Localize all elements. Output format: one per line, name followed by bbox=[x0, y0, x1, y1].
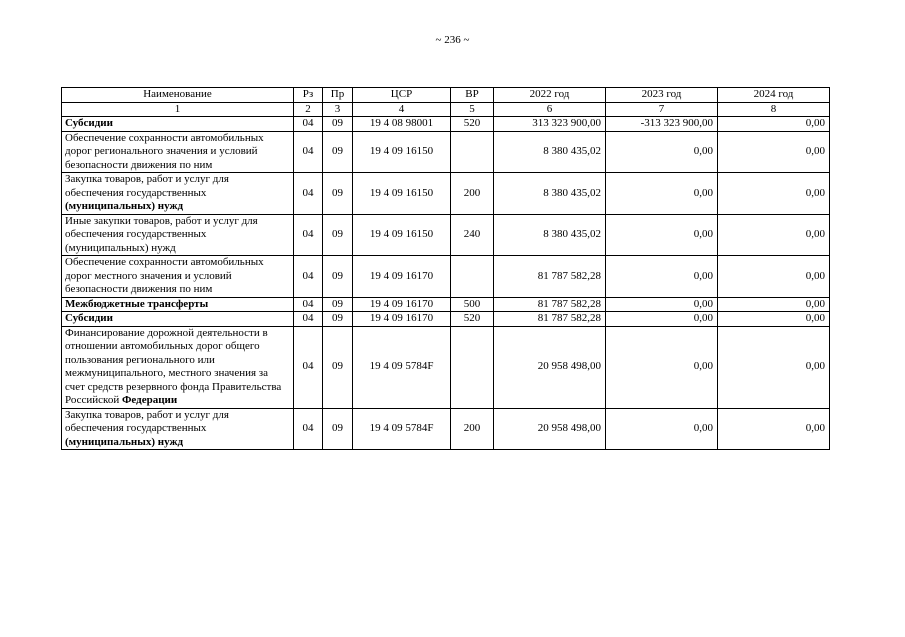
vr-cell: 520 bbox=[451, 312, 494, 327]
column-number: 5 bbox=[451, 102, 494, 117]
csr-cell: 19 4 09 16170 bbox=[353, 297, 451, 312]
header-cell: Пр bbox=[323, 88, 353, 103]
row-name-text: Закупка товаров, работ и услуг для обеспечения государственных bbox=[65, 173, 229, 199]
rz-cell: 04 bbox=[294, 326, 323, 408]
vr-cell bbox=[451, 256, 494, 298]
amount-2024: 0,00 bbox=[718, 326, 830, 408]
amount-2023: 0,00 bbox=[606, 173, 718, 215]
pr-cell: 09 bbox=[323, 256, 353, 298]
rz-cell: 04 bbox=[294, 173, 323, 215]
amount-2022: 8 380 435,02 bbox=[494, 173, 606, 215]
pr-cell: 09 bbox=[323, 214, 353, 256]
amount-2023: 0,00 bbox=[606, 408, 718, 450]
csr-cell: 19 4 09 5784F bbox=[353, 408, 451, 450]
amount-2022: 20 958 498,00 bbox=[494, 326, 606, 408]
column-number: 7 bbox=[606, 102, 718, 117]
vr-cell: 240 bbox=[451, 214, 494, 256]
column-number: 1 bbox=[62, 102, 294, 117]
header-cell: 2022 год bbox=[494, 88, 606, 103]
table-row bbox=[62, 408, 830, 450]
column-number: 4 bbox=[353, 102, 451, 117]
amount-2023: 0,00 bbox=[606, 326, 718, 408]
amount-2023: 0,00 bbox=[606, 256, 718, 298]
pr-cell: 09 bbox=[323, 408, 353, 450]
amount-2022: 8 380 435,02 bbox=[494, 214, 606, 256]
amount-2024: 0,00 bbox=[718, 173, 830, 215]
table-row bbox=[62, 214, 830, 256]
csr-cell: 19 4 09 16150 bbox=[353, 173, 451, 215]
header-row bbox=[62, 88, 830, 103]
amount-2022: 81 787 582,28 bbox=[494, 256, 606, 298]
csr-cell: 19 4 09 5784F bbox=[353, 326, 451, 408]
amount-2024: 0,00 bbox=[718, 117, 830, 132]
row-name bbox=[62, 326, 294, 408]
row-name: Обеспечение сохранности автомобильных дорог местного значения и условий безопасности движения по ним bbox=[62, 256, 294, 298]
row-name-text: Закупка товаров, работ и услуг для обеспечения государственных bbox=[65, 408, 229, 434]
amount-2024: 0,00 bbox=[718, 256, 830, 298]
row-name: Иные закупки товаров, работ и услуг для обеспечения государственных (муниципальных) нужд bbox=[62, 214, 294, 256]
table-row bbox=[62, 326, 830, 408]
csr-cell: 19 4 09 16170 bbox=[353, 312, 451, 327]
vr-cell: 200 bbox=[451, 173, 494, 215]
amount-2024: 0,00 bbox=[718, 214, 830, 256]
vr-cell bbox=[451, 326, 494, 408]
rz-cell: 04 bbox=[294, 297, 323, 312]
row-name: Обеспечение сохранности автомобильных дорог регионального значения и условий безопасности движения по ним bbox=[62, 131, 294, 173]
header-cell: Наименование bbox=[62, 88, 294, 103]
header-cell: ВР bbox=[451, 88, 494, 103]
csr-cell: 19 4 09 16150 bbox=[353, 131, 451, 173]
row-name-bold-text: Федерации bbox=[121, 394, 178, 406]
column-number: 6 bbox=[494, 102, 606, 117]
pr-cell: 09 bbox=[323, 312, 353, 327]
row-name bbox=[62, 408, 294, 450]
amount-2022: 20 958 498,00 bbox=[494, 408, 606, 450]
header-cell: Рз bbox=[294, 88, 323, 103]
amount-2024: 0,00 bbox=[718, 131, 830, 173]
pr-cell: 09 bbox=[323, 297, 353, 312]
vr-cell bbox=[451, 131, 494, 173]
amount-2022: 313 323 900,00 bbox=[494, 117, 606, 132]
row-name-text: Финансирование дорожной деятельности в отношении автомобильных дорог общего пользования регионального или межмуниципального, местного значения за счет средств резервного фонда Правительства Российской bbox=[65, 326, 282, 406]
rz-cell: 04 bbox=[294, 312, 323, 327]
amount-2022: 8 380 435,02 bbox=[494, 131, 606, 173]
amount-2022: 81 787 582,28 bbox=[494, 297, 606, 312]
csr-cell: 19 4 08 98001 bbox=[353, 117, 451, 132]
pr-cell: 09 bbox=[323, 326, 353, 408]
rz-cell: 04 bbox=[294, 408, 323, 450]
csr-cell: 19 4 09 16170 bbox=[353, 256, 451, 298]
rz-cell: 04 bbox=[294, 214, 323, 256]
row-name: Субсидии bbox=[62, 117, 294, 132]
column-number: 8 bbox=[718, 102, 830, 117]
column-number: 3 bbox=[323, 102, 353, 117]
row-name: Субсидии bbox=[62, 312, 294, 327]
pr-cell: 09 bbox=[323, 173, 353, 215]
pr-cell: 09 bbox=[323, 131, 353, 173]
vr-cell: 500 bbox=[451, 297, 494, 312]
header-cell: 2023 год bbox=[606, 88, 718, 103]
amount-2023: 0,00 bbox=[606, 312, 718, 327]
csr-cell: 19 4 09 16150 bbox=[353, 214, 451, 256]
amount-2024: 0,00 bbox=[718, 297, 830, 312]
row-name bbox=[62, 173, 294, 215]
amount-2023: -313 323 900,00 bbox=[606, 117, 718, 132]
table-row bbox=[62, 117, 830, 132]
rz-cell: 04 bbox=[294, 256, 323, 298]
column-number: 2 bbox=[294, 102, 323, 117]
table-row bbox=[62, 312, 830, 327]
column-number-row bbox=[62, 102, 830, 117]
table-row bbox=[62, 131, 830, 173]
header-cell: 2024 год bbox=[718, 88, 830, 103]
rz-cell: 04 bbox=[294, 131, 323, 173]
row-name: Межбюджетные трансферты bbox=[62, 297, 294, 312]
row-name-bold-text: (муниципальных) нужд bbox=[65, 200, 184, 212]
table-row bbox=[62, 297, 830, 312]
vr-cell: 200 bbox=[451, 408, 494, 450]
pr-cell: 09 bbox=[323, 117, 353, 132]
amount-2023: 0,00 bbox=[606, 131, 718, 173]
table-row bbox=[62, 173, 830, 215]
vr-cell: 520 bbox=[451, 117, 494, 132]
amount-2023: 0,00 bbox=[606, 214, 718, 256]
amount-2022: 81 787 582,28 bbox=[494, 312, 606, 327]
table-row bbox=[62, 256, 830, 298]
row-name-bold-text: (муниципальных) нужд bbox=[65, 435, 184, 448]
rz-cell: 04 bbox=[294, 117, 323, 132]
page-number: ~ 236 ~ bbox=[435, 34, 470, 46]
amount-2024: 0,00 bbox=[718, 408, 830, 450]
amount-2023: 0,00 bbox=[606, 297, 718, 312]
amount-2024: 0,00 bbox=[718, 312, 830, 327]
header-cell: ЦСР bbox=[353, 88, 451, 103]
budget-table bbox=[61, 87, 830, 450]
